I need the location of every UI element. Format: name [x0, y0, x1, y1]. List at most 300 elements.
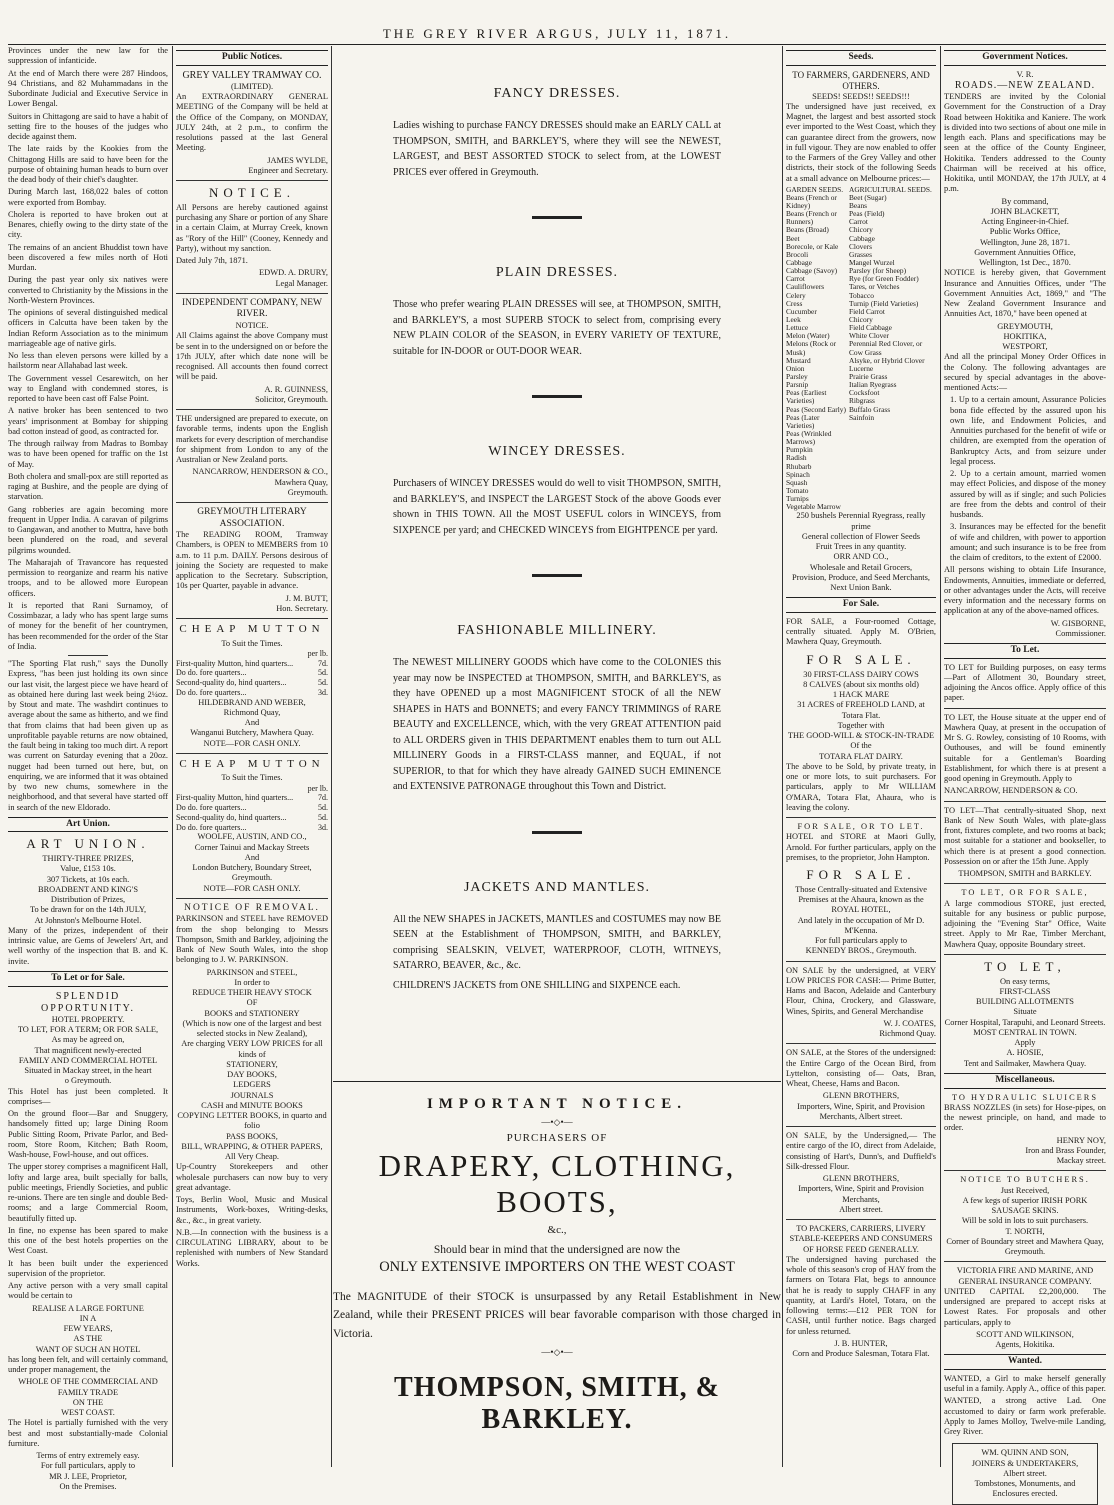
hotel-paragraph: On the ground floor—Bar and Snuggery, handsomely fitted up; large Dining Room Public Sitting Room, Private Parlor, and Bed-room, Store Room, Kitchen; Bath Room, Wash-house, Fowl-house, and out offices.	[8, 1109, 168, 1160]
text-line: THE GOOD-WILL & STOCK-IN-TRADE	[787, 731, 935, 741]
hotel-store-ad: HOTEL and STORE at Maori Gully, Arnold. For further particulars, apply on the premises, to the proprietor, John Hampton.	[786, 832, 936, 862]
coates-sign	[786, 1019, 936, 1040]
garden-seed: Borecole, or Kale	[786, 241, 839, 251]
text-line: Legal Manager.	[275, 278, 328, 288]
text-line: Corner of Boundary street and Mawhera Quay, Greymouth.	[946, 1236, 1104, 1257]
text-line: BROADBENT AND KING'S	[38, 884, 138, 894]
purchasers-line: PURCHASERS OF	[506, 1132, 608, 1144]
news-paragraph: The Maharajah of Travancore has requested permission to reorganize and rearm his native troops, and to be allowed more European officers.	[8, 557, 168, 598]
text-line: PARKINSON and STEEL,	[206, 967, 298, 977]
text-line: HOTEL PROPERTY.	[51, 1014, 125, 1024]
for-sale-title: FOR SALE.	[806, 651, 916, 667]
text-line: NOTE—FOR CASH ONLY.	[203, 883, 301, 893]
garden-seed: Peas (Later Varieties)	[786, 412, 820, 430]
text-line: STATIONERY,	[226, 1059, 278, 1069]
text-line: Tombstones, Monuments, and Enclosures erected.	[974, 1479, 1076, 1499]
news-paragraph: No less than eleven persons were killed by a hailstorm near Allahabad last week.	[8, 351, 168, 371]
text-line: General collection of Flower Seeds	[801, 531, 921, 541]
to-let-1: TO LET for Building purposes, on easy terms—Part of Allotment 30, Boundary street, adjoining the Ancos office. Apply office of this paper.	[944, 662, 1106, 703]
text-line: WESTPORT,	[1002, 342, 1048, 352]
text-line: KENNEDY BROS., Greymouth.	[805, 946, 917, 956]
agri-seed: Turnip (Field Varieties)	[849, 298, 919, 308]
agri-seed: Field Cabbage	[849, 323, 892, 333]
column-seeds	[786, 46, 936, 1466]
annuities-advantages	[944, 395, 1106, 563]
agri-seed: Cabbage	[849, 233, 875, 243]
text-line: WOOLFE, AUSTIN, AND CO.,	[197, 832, 307, 842]
price-row	[176, 784, 328, 794]
glenn-sign-2	[786, 1174, 936, 1215]
text-line: EDWD. A. DRURY,	[259, 268, 328, 278]
item-cell: Do do. fore quarters...	[176, 822, 247, 832]
garden-seed: Cabbage (Savoy)	[786, 266, 838, 276]
item-cell: First-quality Mutton, hind quarters...	[176, 658, 294, 668]
text-line: BOOKS and STATIONERY	[204, 1008, 300, 1018]
to-let-2: TO LET, the House situate at the upper end of Mawhera Quay, at present in the occupation of Mr S. G. Rowley, consisting of 10 Rooms, with Outhouses, and will be found eminently suitable for a Gentleman's Boarding Establishment, for which there is at present a good opening in Greymouth. Apply to	[944, 712, 1106, 784]
garden-seed: Beans (French or Runners)	[786, 209, 837, 227]
text-line: Importers, Wine, Spirit, and Provision Merchants, Albert street.	[797, 1101, 925, 1121]
price-row	[176, 793, 328, 803]
text-line: 1 HACK MARE	[832, 690, 890, 700]
text-line: 30 FIRST-CLASS DAIRY COWS	[803, 669, 919, 679]
column-public-notices	[176, 46, 328, 1466]
text-line: For full particulars, apply to	[40, 1461, 136, 1471]
price-cell: 3d.	[318, 822, 328, 832]
garden-seed: Cabbage	[786, 258, 812, 268]
annuities-notice-3: All persons wishing to obtain Life Insurance, Endowments, Annuities, immediate or deferred, or other advantages under the Acts, will receive every information and the necessary forms on application at any of the above-named offices.	[944, 565, 1106, 616]
price-cell: 7d.	[318, 793, 328, 803]
text-line: Corn and Produce Salesman, Totara Flat.	[792, 1349, 930, 1359]
removal-title: NOTICE OF REMOVAL.	[184, 902, 320, 913]
garden-seed: Peas (Earliest Varieties)	[786, 388, 827, 406]
text-line: J. M. BUTT,	[285, 593, 328, 603]
for-sale-title-2: FOR SALE.	[806, 867, 916, 883]
garden-seed: Beans (Broad)	[786, 225, 829, 235]
price-cell: 5d.	[318, 668, 328, 678]
garden-seed: Peas (Wrinkled Marrows)	[786, 428, 832, 447]
fancy-dresses-heading: FANCY DRESSES.	[493, 86, 621, 101]
text-line: Of the	[850, 741, 872, 751]
column-divider	[940, 46, 941, 1467]
to-let-2-sign: NANCARROW, HENDERSON & CO.	[944, 786, 1078, 796]
text-line: Commissioner.	[1055, 628, 1106, 638]
price-row	[176, 823, 328, 833]
agri-seed: Cocksfoot	[849, 388, 880, 398]
mutton2-title: CHEAP MUTTON	[179, 757, 325, 770]
nancarrow-sign	[176, 467, 328, 498]
hotel-paragraph: In fine, no expense has been spared to make this one of the best hotels properties on the West Coast.	[8, 1225, 168, 1256]
text-line: At Johnston's Melbourne Hotel.	[34, 915, 142, 925]
section-head-misc: Miscellaneous.	[944, 1073, 1106, 1089]
art-union-body: Many of the prizes, independent of their intrinsic value, are Gems of Jewelers' Art, and well worthy of the inspection that B. and K. invite.	[8, 925, 168, 966]
annuities-notice-2: And all the principal Money Order Offices in the Colony. The following advantages are secured by special advantages in the above-mentioned Acts:—	[944, 352, 1106, 393]
royal-hotel-lines	[786, 885, 936, 957]
garden-seed: Melons (Rock or Musk)	[786, 339, 837, 357]
hydraulic-sign	[944, 1136, 1106, 1167]
hotel-paragraph: This Hotel has just been completed. It comprises—	[8, 1086, 168, 1106]
text-line: MOST CENTRAL IN TOWN.	[973, 1027, 1077, 1037]
price-cell: 7d.	[318, 658, 328, 668]
hotel-para3: The Hotel is partially furnished with the very best and most substantially-made Colonial furniture.	[8, 1418, 168, 1448]
price-row	[176, 813, 328, 823]
text-line: Wellington, June 28, 1871.	[979, 237, 1071, 247]
text-line: Wellington, 1st Dec., 1870.	[979, 258, 1071, 268]
agri-seed: White Clover	[849, 331, 890, 341]
jackets-heading: JACKETS AND MANTLES.	[463, 879, 651, 895]
agri-seed: Ribgrass	[849, 396, 875, 406]
hotel-end	[8, 1451, 168, 1492]
text-line: That magnificent newly-erected	[34, 1045, 142, 1055]
only-importers-line: ONLY EXTENSIVE IMPORTERS ON THE WEST COAST	[379, 1259, 735, 1275]
section-head-government: Government Notices.	[944, 50, 1106, 66]
text-line: IN A	[79, 1313, 97, 1323]
independent-sub: NOTICE.	[235, 321, 269, 331]
sporting-flat-article: "The Sporting Flat rush," says the Dunolly Express, "has been just holding its own since our last visit, the largest piece we have heard of as obtained here during last week being 2¼oz. by Stout and mate. The washdirt continues to average about the same as hitherto, and we find that from claims that had been given up as unprofitable payable returns are now obtained, the fault being in taking too much dirt. A report was current on Saturday evening that a 20oz. nugget had been turned out here, but, on enquiring, we are informed that it was obtained by two new chums, somewhere in the neighborhood, and that several have started off in search of the new Eldorado.	[8, 659, 168, 812]
text-line: GREYMOUTH,	[997, 321, 1053, 331]
masthead: THE GREY RIVER ARGUS, JULY 11, 1871.	[382, 26, 732, 41]
text-line: Public Works Office,	[989, 227, 1061, 237]
india-news	[8, 46, 168, 652]
section-head-to-let: To Let or for Sale.	[8, 971, 168, 987]
text-line: Mackay street.	[1056, 1156, 1106, 1166]
bear-line: Should bear in mind that the undersigned are now the	[433, 1244, 681, 1256]
text-line: Iron and Brass Founder,	[1025, 1145, 1106, 1155]
news-paragraph: Cholera is reported to have broken out at Benares, chiefly owing to the dirty state of the city.	[8, 209, 168, 240]
text-line: COPYING LETTER BOOKS, in quarto and folio	[177, 1111, 327, 1131]
text-line: ROYAL HOTEL,	[831, 905, 891, 915]
text-line: On easy terms,	[999, 976, 1050, 986]
text-line: WHOLE OF THE COMMERCIAL AND	[18, 1377, 158, 1387]
literary-title: GREYMOUTH LITERARY ASSOCIATION.	[197, 507, 307, 529]
removal-p3: N.B.—In connection with the business is a CIRCULATING LIBRARY, about to be replenished with numbers of New Standard Works.	[176, 1227, 328, 1268]
to-let-4-title: TO LET, OR FOR SALE,	[961, 888, 1089, 898]
news-paragraph: The late raids by the Kookies from the Chittagong Hills are said to have been for the purpose of obtaining human heads to burn over the dead body of their chief's daughter.	[8, 144, 168, 184]
text-line: And lately in the occupation of Mr D. M'Kenna.	[797, 915, 925, 935]
text-line: Albert street.	[1003, 1468, 1047, 1478]
price-cell: per lb.	[307, 783, 328, 793]
garden-seed: Parsley	[786, 372, 808, 381]
text-line: JOURNALS	[230, 1090, 274, 1100]
news-paragraph: Both cholera and small-pox are still reported as raging at Bushire, and the people are dying of starvation.	[8, 471, 168, 502]
news-paragraph: The opinions of several distinguished medical officers in Calcutta have been taken by the Indian Reform Association as to the minimum marriageable age of native girls.	[8, 308, 168, 348]
news-paragraph: The through railway from Madras to Bombay was to have been opened for traffic on the 1st of May.	[8, 439, 168, 469]
advantage-item: 3. Insurances may be effected for the benefit of wife and children, with power to apportion amount; and such insurance is to be free from the claim of creditors, to the extent of £2000.	[950, 522, 1106, 563]
text-line: For full particulars apply to	[814, 936, 908, 946]
hotel-tail2	[8, 1377, 168, 1418]
garden-seed: Pumpkin	[786, 445, 813, 455]
garden-seed: Radish	[786, 453, 807, 463]
column-divider	[782, 46, 783, 1467]
agri-seed: Beans	[849, 201, 868, 211]
price-row	[176, 688, 328, 698]
plain-dresses-body: Those who prefer wearing PLAIN DRESSES will see, at THOMPSON, SMITH, and BARKLEY'S, a most SUPERB STOCK to select from, comprising every NEW PLAIN COLOR of the SEASON, in EVERY VARIETY OF TEXTURE, suitable for IN-DOOR or OUT-DOOR WEAR.	[393, 299, 721, 357]
text-line: Distribution of Prizes,	[50, 895, 126, 905]
text-line: Fruit Trees in any quantity.	[815, 542, 907, 552]
agri-seed: Chicory	[849, 315, 873, 325]
text-line: Greymouth.	[287, 487, 328, 497]
text-line: FIRST-CLASS	[999, 986, 1051, 996]
annuities-towns	[944, 322, 1106, 353]
independent-sign	[176, 385, 328, 406]
literary-body: The READING ROOM, Tramway Chambers, is OPEN to MEMBERS from 10 a.m. to 11 p.m. DAILY. Persons desirous of joining the Society are requested to make application to the Secretary. Subscription, 10s per Quarter, payable in advance.	[176, 530, 328, 591]
garden-seed: Cucumber	[786, 306, 817, 316]
firm-name: THOMPSON, SMITH, & BARKLEY.	[393, 1372, 720, 1436]
text-line: BILL, WRAPPING, & OTHER PAPERS, All Very Cheap.	[181, 1141, 323, 1162]
mutton2-sign	[176, 832, 328, 894]
text-line: Corner Hospital, Tarapuhi, and Leonard Streets.	[944, 1017, 1106, 1027]
news-paragraph: The remains of an ancient Bhuddist town have been discovered a few miles north of Hoti Murdan.	[8, 242, 168, 272]
text-line: And	[244, 718, 260, 728]
garden-seed: Beans (French or Kidney)	[786, 192, 837, 211]
hotel-lines	[8, 1015, 168, 1087]
text-line: Importers, Wine, Spirit and Provision Merchants,	[798, 1184, 924, 1204]
text-line: Next Union Bank.	[830, 583, 892, 593]
agri-head: AGRICULTURAL SEEDS.	[849, 184, 932, 194]
agri-seed: Buffalo Grass	[849, 404, 891, 414]
agri-seed: Clovers	[849, 241, 872, 251]
glenn-ad-1: ON SALE, at the Stores of the undersigned: the Entire Cargo of the Ocean Bird, from Lyttelton, consisting of— Oats, Bran, Wheat, Cheese, Hams and Bacon.	[786, 1048, 936, 1089]
text-line: Albert street.	[839, 1204, 883, 1214]
removal-p2: Toys, Berlin Wool, Music and Musical Instruments, Work-boxes, Writing-desks, &c., &c., in great variety.	[176, 1195, 328, 1225]
item-cell: Second-quality do, hind quarters...	[176, 812, 287, 822]
hotel-paragraph: Any active person with a very small capital would be certain to	[8, 1281, 168, 1301]
garden-seed: Turnips	[786, 494, 809, 504]
garden-seed: Mustard	[786, 355, 811, 365]
garden-seed: Cauliflowers	[786, 282, 825, 292]
text-line: Agents, Hokitika.	[995, 1340, 1055, 1350]
nancarrow-body: THE undersigned are prepared to execute, on favorable terms, indents upon the English markets for every description of merchandise for shipment from London to any of the Australian or New Zealand ports.	[176, 414, 328, 465]
masthead-rule	[8, 44, 1106, 45]
text-line: Corner Tainui and Mackay Streets	[194, 842, 310, 852]
price-cell: 3d.	[318, 687, 328, 697]
text-line: Mawhera Quay,	[274, 477, 328, 487]
text-line: ORR AND CO.,	[833, 552, 889, 562]
independent-title: INDEPENDENT COMPANY, NEW RIVER.	[182, 297, 322, 320]
text-line: WEST COAST.	[61, 1408, 115, 1418]
garden-list	[786, 194, 849, 511]
garden-seed: Parsnip	[786, 380, 809, 390]
plain-dresses-heading: PLAIN DRESSES.	[495, 265, 619, 280]
text-line: A few kegs of superior IRISH PORK SAUSAGE SKINS.	[962, 1195, 1088, 1216]
text-line: FEW YEARS,	[63, 1324, 113, 1334]
price-cell: per lb.	[307, 648, 328, 658]
text-line: Hon. Secretary.	[276, 603, 328, 613]
agri-seed: Prairie Grass	[849, 372, 888, 381]
agri-seed: Grasses	[849, 249, 872, 259]
text-line: ON THE	[72, 1397, 104, 1407]
text-line: 31 ACRES of FREEHOLD LAND, at	[797, 700, 925, 710]
notice-title: NOTICE.	[209, 185, 295, 201]
ornament-divider-2: —•◇•—	[541, 1347, 573, 1358]
victoria-sign	[944, 1330, 1106, 1351]
advantage-item: 1. Up to a certain amount, Assurance Policies bona fide effected by the assured upon his own life, and Endowment Policies, and Annuities purchased for the benefit of wife or children, are exempted from the operation of Bankruptcy Acts, and from seizure under legal process.	[950, 395, 1106, 466]
agri-seed: Carrot	[849, 217, 868, 227]
jackets-body: All the NEW SHAPES in JACKETS, MANTLES and COSTUMES may now BE SEEN at the Establishment of THOMPSON, SMITH, and BARKLEY, comprising SEALSKIN, VELVET, WATERPROOF, CLOTH, WITNEYS, SATARRO, BEAVER, &c., &c.	[393, 913, 721, 971]
packers-body: The undersigned having purchased the whole of this season's crop of HAY from the farmers on Totara Flat, begs to announce that he is ready to supply CHAFF in any quantity, at Lardi's Hotel, Totara, on the following terms:—£12 PER TON for CASH, until further notice. Bags charged for unless returned.	[786, 1254, 936, 1336]
item-cell	[176, 649, 305, 659]
garden-seed: Brocoli	[786, 249, 809, 259]
text-line: 250 bushels Perennial Ryegrass, really prime	[796, 511, 926, 531]
news-paragraph: A native broker has been sentenced to two years' imprisonment at Bombay for shipping bad cotton instead of good, as contracted for.	[8, 406, 168, 436]
text-line: THIRTY-THREE PRIZES,	[42, 854, 134, 864]
text-line: J. B. HUNTER,	[834, 1338, 888, 1348]
item-cell: Do do. fore quarters...	[176, 668, 247, 678]
text-line: 8 CALVES (about six months old)	[803, 679, 919, 689]
text-line: A. R. GUINNESS,	[264, 384, 328, 394]
text-line: Provision, Produce, and Seed Merchants,	[792, 572, 930, 582]
seeds-table	[786, 186, 936, 512]
text-line: HENRY NOY,	[1056, 1135, 1106, 1145]
to-let-3-sign: THOMPSON, SMITH and BARKLEY.	[958, 869, 1092, 879]
mutton1-prices	[176, 649, 328, 698]
hydraulic-title: TO HYDRAULIC SLUICERS	[951, 1092, 1099, 1102]
news-paragraph: During March last, 168,022 bales of cotton were exported from Bombay.	[8, 187, 168, 207]
cottage-ad: FOR SALE, a Four-roomed Cottage, centrally situated. Apply M. O'Brien, Mawhera Quay, Greymouth.	[786, 616, 936, 647]
text-line: OF	[246, 998, 258, 1008]
to-let-4: A large commodious STORE, just erected, suitable for any business or public purpose, adjoining the "Evening Star" Office, Waite street. Apply to Mr Rae, Timber Merchant, Mawhera Quay, opposite Boundary street.	[944, 898, 1106, 949]
agri-seed: Parsley (for Sheep)	[849, 266, 907, 276]
news-paragraph: The Government vessel Cesarewitch, on her way to England with condemned stores, is reported to have been cast off False Point.	[8, 373, 168, 403]
gisborne-sign	[944, 619, 1106, 640]
agri-seed: Rye (for Green Fodder)	[849, 274, 919, 284]
wincey-dresses-body: Purchasers of WINCEY DRESSES would do well to visit THOMPSON, SMITH, and BARKLEY'S, and INSPECT the LARGEST Stock of the above Goods ever shown in THIS TOWN. All the MOST USEFUL colors in WINCEYS, from SIXPENCE per yard; and CHECKED WINCEYS from EIGHTPENCE per yard.	[393, 478, 721, 536]
section-head-to-let-2: To Let.	[944, 643, 1106, 659]
roads-sign	[944, 197, 1106, 269]
victoria-body: UNITED CAPITAL £2,200,000. The undersigned are prepared to accept risks at Lowest Rates. For proposals and other particulars, apply to	[944, 1286, 1106, 1327]
text-line: Engineer and Secretary.	[248, 165, 328, 175]
agri-seed: Chicory	[849, 225, 873, 235]
text-line: Those Centrally-situated and Extensive Premises at the Ahaura, known as the	[795, 884, 927, 905]
packers-title: TO PACKERS, CARRIERS, LIVERY STABLE-KEEPERS AND CONSUMERS OF HORSE FEED GENERALLY.	[789, 1224, 933, 1254]
etc-line: &c.,	[547, 1224, 567, 1236]
mutton1-sign	[176, 698, 328, 749]
text-line: Situate	[1013, 1007, 1037, 1017]
mutton2-prices	[176, 784, 328, 833]
wincey-dresses-heading: WINCEY DRESSES.	[488, 444, 626, 459]
section-head-for-sale: For Sale.	[786, 597, 936, 613]
item-cell	[176, 784, 305, 794]
packers-sign	[786, 1339, 936, 1360]
text-line: TOTARA FLAT DAIRY.	[819, 751, 903, 761]
section-head-wanted: Wanted.	[944, 1354, 1106, 1370]
garden-seed: Lettuce	[786, 323, 809, 333]
roads-body: TENDERS are invited by the Colonial Government for the Construction of a Dray Road between Hokitika and Kaniere. The work is divided into two sections of about one mile in length each. Plans and specifications may be seen at the office of the County Engineer, Hokitika. Tenders addressed to the County Chairman will be received at his office, Hokitika, until MONDAY, the 17th JULY, at 4 p.m.	[944, 92, 1106, 194]
agri-seed: Italian Ryegrass	[849, 380, 897, 390]
text-line: Together with	[837, 720, 885, 730]
millinery-body: The NEWEST MILLINERY GOODS which have come to the COLONIES this year may now be INSPECTED at THOMPSON, SMITH, and BARKLEY'S, as they have OPENED up a most MAGNIFICENT STOCK of all the NEW SHAPES in HATS and BONNETS; and every FANCY TRIMMINGS of RARE BEAUTY and EXCELLENCE, which, with the very GREAT ATTENTION paid to ALL ORDERS given in THIS DEPARTMENT enables them to turn out ALL MILLINERY Goods in a FIRST-CLASS manner, and EQUAL, if not SUPERIOR, to that for which they have already GAINED SUCH EMINENCE and EXTENSIVE PATRONAGE throughout this Town and District.	[393, 657, 721, 792]
text-line: Totara Flat.	[841, 710, 881, 720]
agri-seed: Mangel Wurzel	[849, 258, 895, 268]
garden-seed: Spinach	[786, 469, 810, 479]
text-line: Greymouth.	[231, 873, 273, 883]
important-notice-title: IMPORTANT NOTICE.	[426, 1096, 688, 1112]
garden-seed: Cress	[786, 298, 803, 308]
mutton2-sub: To Suit the Times.	[221, 773, 283, 783]
text-line: WM. QUINN AND SON,	[981, 1448, 1069, 1458]
garden-seed: Rhubarb	[786, 461, 812, 471]
text-line: FAMILY AND COMMERCIAL HOTEL	[18, 1055, 158, 1065]
item-cell: Do do. fore quarters...	[176, 803, 247, 812]
text-line: AS THE	[73, 1334, 103, 1344]
price-cell: 5d.	[318, 812, 328, 822]
text-line: BUILDING ALLOTMENTS	[976, 997, 1074, 1007]
text-line: London Butchery, Boundary Street,	[192, 863, 312, 872]
text-line: Tent and Sailmaker, Mawhera Quay.	[963, 1058, 1087, 1068]
drapery-line: DRAPERY, CLOTHING, BOOTS,	[378, 1148, 736, 1219]
agri-seed: Perennial Red Clover, or Cow Grass	[849, 339, 923, 357]
text-line: HOKITIKA,	[1003, 331, 1047, 341]
agri-seed: Tobacco	[849, 290, 874, 300]
garden-seed: Melon (Water)	[786, 331, 830, 341]
text-line: FAMILY TRADE	[57, 1387, 119, 1397]
column-divider	[172, 46, 173, 1467]
victoria-title: VICTORIA FIRE AND MARINE, AND GENERAL INSURANCE COMPANY.	[956, 1266, 1094, 1286]
price-row	[176, 678, 328, 688]
removal-p1: Up-Country Storekeepers and other wholesale purchasers can now buy to very great advantage.	[176, 1162, 328, 1192]
agri-seed: Sainfoin	[849, 412, 875, 422]
text-line: Value, £153 10s.	[60, 864, 116, 874]
column-news	[8, 46, 168, 1491]
jackets-body2: CHILDREN'S JACKETS from ONE SHILLING and SIXPENCE each.	[393, 979, 681, 991]
notice-date: Dated July 7th, 1871.	[176, 256, 248, 266]
art-union-lines	[8, 854, 168, 926]
text-line: JAMES WYLDE,	[267, 155, 328, 165]
garden-head: GARDEN SEEDS.	[786, 184, 844, 194]
text-line: Situated in Mackay street, in the heart	[24, 1066, 152, 1076]
roads-title: ROADS.—NEW ZEALAND.	[954, 79, 1096, 91]
garden-seed: Peas (Second Early)	[786, 404, 846, 414]
text-line: By command,	[1001, 196, 1049, 206]
text-line: NANCARROW, HENDERSON & CO.,	[192, 467, 328, 477]
garden-seed: Leek	[786, 315, 801, 325]
removal-lines	[176, 968, 328, 1163]
price-cell: 5d.	[318, 803, 328, 812]
price-cell: 5d.	[318, 678, 328, 688]
text-line: PASS BOOKS,	[226, 1131, 278, 1141]
ornament-divider: —•◇•—	[541, 1117, 573, 1127]
sale-or-let-title: FOR SALE, OR TO LET.	[797, 822, 925, 832]
column-thompson-smith-barkley	[333, 46, 781, 1436]
agri-seed: Tares, or Vetches	[849, 282, 900, 292]
text-line: Apply	[1014, 1038, 1036, 1048]
garden-seed: Beet	[786, 233, 800, 243]
text-line: Terms of entry extremely easy.	[36, 1451, 140, 1461]
text-line: GLENN BROTHERS,	[822, 1174, 900, 1184]
price-row	[176, 659, 328, 669]
agri-seed: Lucerne	[849, 363, 874, 373]
garden-seed: Celery	[786, 290, 806, 300]
tramway-title: GREY VALLEY TRAMWAY CO.	[182, 69, 322, 81]
text-line: JOHN BLACKETT,	[990, 206, 1060, 216]
text-line: REDUCE THEIR HEAVY STOCK	[192, 988, 312, 998]
column-divider	[331, 46, 332, 1467]
news-paragraph: During the past year only six natives were converted to Christianity by the Missions in the North-Western Provinces.	[8, 275, 168, 305]
news-paragraph: At the end of March there were 287 Hindoos, 94 Christians, and 82 Muhammadans in the Subordinate Judicial and Executive Service in Lower Bengal.	[8, 68, 168, 109]
tramway-sign	[176, 156, 328, 177]
hotel-paras	[8, 1087, 168, 1302]
agri-seed: Peas (Field)	[849, 209, 885, 219]
text-line: o Greymouth.	[64, 1076, 112, 1086]
price-row	[176, 649, 328, 659]
text-line: 307 Tickets, at 10s each.	[46, 874, 130, 884]
seeds-line: SEEDS! SEEDS!! SEEDS!!!	[812, 91, 910, 101]
to-let-5-title: TO LET,	[984, 958, 1066, 974]
seeds-body: The undersigned have just received, ex Magnet, the largest and best assorted stock ever imported to the West Coast, which they can guarantee direct from the growers, now in full vigour. They are now enabled to offer to the Farmers of the Grey Valley and other districts, their stock of the following Seeds at a small advance on Melbourne prices:—	[786, 101, 936, 183]
text-line: HILDEBRAND AND WEBER,	[198, 697, 306, 707]
section-head-public-notices: Public Notices.	[176, 50, 328, 66]
text-line: A. HOSIE,	[1006, 1048, 1044, 1058]
text-line: Richmond Quay,	[223, 707, 281, 717]
